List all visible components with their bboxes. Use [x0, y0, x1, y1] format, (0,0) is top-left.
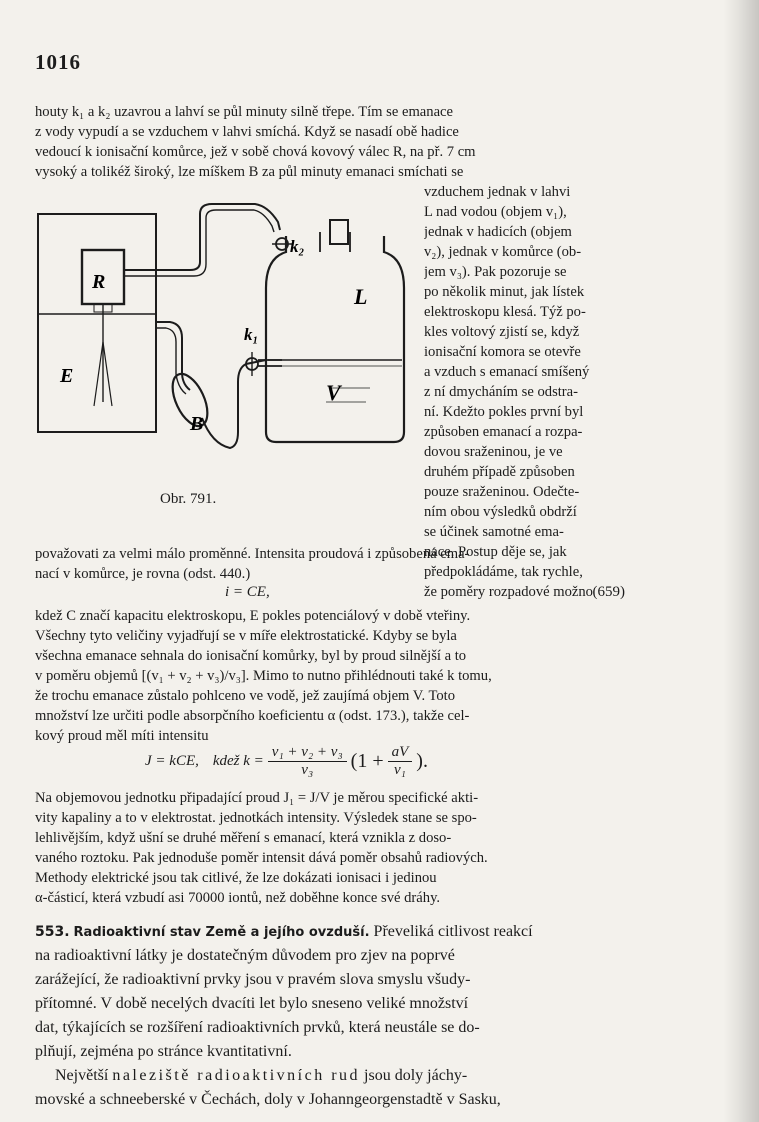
text-line: Všechny tyto veličiny vyjadřují se v míře elektrostatické. Kdyby se byla	[35, 628, 457, 644]
side-text-line: z ní dmycháním se odstra-	[424, 384, 579, 400]
stopper	[330, 220, 348, 244]
equation-formula: i = CE,	[225, 584, 270, 600]
last-rest: jsou doly jáchy-	[364, 1067, 468, 1084]
page-number: 1016	[35, 50, 81, 74]
text-line: houty k₁ a k₂ uzavrou a lahví se půl minuty silně třepe. Tím se emanace	[35, 104, 454, 120]
label-L: L	[354, 284, 368, 309]
side-text-line: L nad vodou (objem v₁),	[424, 204, 567, 220]
side-text-line: kles voltový zjistí se, když	[424, 324, 580, 340]
text-line: všechna emanace sehnala do ionisační komůrky, byl by proud silnější a to	[35, 648, 467, 664]
last-intro: Největší	[55, 1067, 109, 1084]
side-text-line: a vzduch s emanací smíšený	[424, 364, 590, 380]
text-line: kdež C značí kapacitu elektroskopu, E pokles potenciálový v době vteřiny.	[35, 608, 471, 624]
label-B: B	[190, 413, 204, 435]
eq-fraction	[268, 744, 347, 779]
text-line: kový proud měl míti intensitu	[35, 728, 209, 744]
side-text-line: vzduchem jednak v lahvi	[424, 184, 571, 200]
text-line: považovati za velmi málo proměnné. Intensita proudová i způsobená ema-	[35, 546, 470, 562]
bottle	[266, 236, 404, 442]
eq-numerator-2: aV	[388, 744, 413, 762]
label-k1: k₁	[244, 325, 259, 344]
label-k2: k₂	[290, 237, 305, 256]
text-line: Na objemovou jednotku připadající proud J₁ = J/V je měrou specifické akti-	[35, 790, 479, 806]
eq-denominator-2: v₁	[394, 761, 406, 778]
text-line: lehlivějším, když ušní se druhé měření s emanací, která vznikla z doso-	[35, 830, 452, 846]
section-text-line: na radioaktivní látky je dostatečným důvodem pro zjev na poprvé	[35, 947, 455, 964]
eq-lhs: J = kCE,	[145, 752, 199, 769]
section-text-line: zarážející, že radioaktivní prvky jsou v pravém slova smyslu všudy-	[35, 971, 471, 988]
electroscope-cabinet	[38, 214, 156, 432]
text-line: vedoucí k ionisační komůrce, jež v sobě chová kovový válec R, na př. 7 cm	[35, 144, 476, 160]
section-first-line-rest: Převeliká citlivost reakcí	[373, 923, 533, 940]
text-line: vity kapaliny a to v elektrostat. jednotkách intensity. Výsledek stane se spo-	[35, 810, 477, 826]
side-text-line: elektroskopu klesá. Týž po-	[424, 304, 586, 320]
label-E: E	[60, 365, 74, 387]
text-line: v poměru objemů [(v₁ + v₂ + v₃)/v₃]. Mimo to nutno přihlédnouti také k tomu,	[35, 668, 492, 684]
section-heading-line	[35, 920, 625, 944]
text-line: množství lze určiti podle absorpčního koeficientu α (odst. 173.), takže cel-	[35, 708, 470, 724]
eq-numerator: v₁ + v₂ + v₃	[268, 744, 347, 762]
label-R: R	[92, 271, 106, 293]
text-line: že trochu emanace zůstalo pohlceno ve vodě, jež zaujímá objem V. Toto	[35, 688, 456, 704]
text-line: vysoký a tolikéž široký, lze míškem B za půl minuty emanaci smíchati se	[35, 164, 464, 180]
side-text-line: dovou sraženinou, je ve	[424, 444, 563, 460]
side-text-line: způsoben emanací a rozpa-	[424, 424, 583, 440]
text-line: α-částicí, která vzbudí asi 70000 iontů, než doběhne konce své dráhy.	[35, 890, 441, 906]
side-text-line: ním obou výsledků obdrží	[424, 504, 577, 520]
figure-caption: Obr. 791.	[160, 491, 217, 507]
side-text-line: jednak v hadicích (objem	[424, 224, 572, 240]
section-title: Radioaktivní stav Země a jejího ovzduší.	[73, 925, 370, 940]
page-edge-shadow	[723, 0, 759, 1122]
side-text-line: po několik minut, jak lístek	[424, 284, 585, 300]
section-text-line: plňují, zejména po stránce kvantitativní.	[35, 1043, 292, 1060]
section-text-line: movské a schneeberské v Čechách, doly v Johanngeorgenstadtě v Sasku,	[35, 1091, 501, 1108]
eq-paren-close: ).	[416, 749, 428, 772]
eq-mid: kdež k =	[212, 752, 264, 769]
side-text-line: jem v₃). Pak pozoruje se	[424, 264, 567, 280]
side-text-line: ní. Kdežto pokles první byl	[424, 404, 584, 420]
section-text-line: dat, týkajících se rozšíření radioaktivních prvků, která neustále se do-	[35, 1019, 480, 1036]
text-line: nací v komůrce, je rovna (odst. 440.)	[35, 566, 251, 582]
text-line: vaného roztoku. Pak jednoduše poměr intensit dává poměr obsahů radiových.	[35, 850, 488, 866]
eq-denominator: v₃	[301, 761, 314, 778]
equation-k	[35, 738, 625, 784]
label-V: V	[326, 380, 341, 405]
side-text-line: předpokládáme, tak rychle,	[424, 564, 583, 580]
text-line: z vody vypudí a se vzduchem v lahvi smíchá. Když se nasadí obě hadice	[35, 124, 459, 140]
side-text-line: že poměry rozpadové možno	[424, 584, 593, 600]
eq-fraction-2	[388, 744, 413, 779]
side-text-line: pouze sraženinou. Odečte-	[424, 484, 580, 500]
eq-paren-open: (1 +	[350, 749, 384, 772]
side-text-line: druhém případě způsoben	[424, 464, 575, 480]
side-text-line: nace. Postup děje se, jak	[424, 544, 567, 560]
side-text-line: se účinek samotné ema-	[424, 524, 564, 540]
last-spaced: naleziště radioaktivních rud	[112, 1067, 361, 1084]
side-text-line: ionisační komora se otevře	[424, 344, 581, 360]
section-number: 553.	[35, 924, 70, 940]
text-line: Methody elektrické jsou tak citlivé, že lze dokázati ionisaci i jedinou	[35, 870, 437, 886]
side-text-line: v₂), jednak v komůrce (ob-	[424, 244, 582, 260]
section-text-line: přítomné. V době necelých dvacíti let bylo sneseno veliké množství	[35, 995, 469, 1012]
equation-659	[35, 584, 625, 604]
equation-number: (659)	[592, 584, 625, 600]
section-text-line-last	[35, 1064, 645, 1088]
apparatus-figure	[30, 192, 425, 512]
